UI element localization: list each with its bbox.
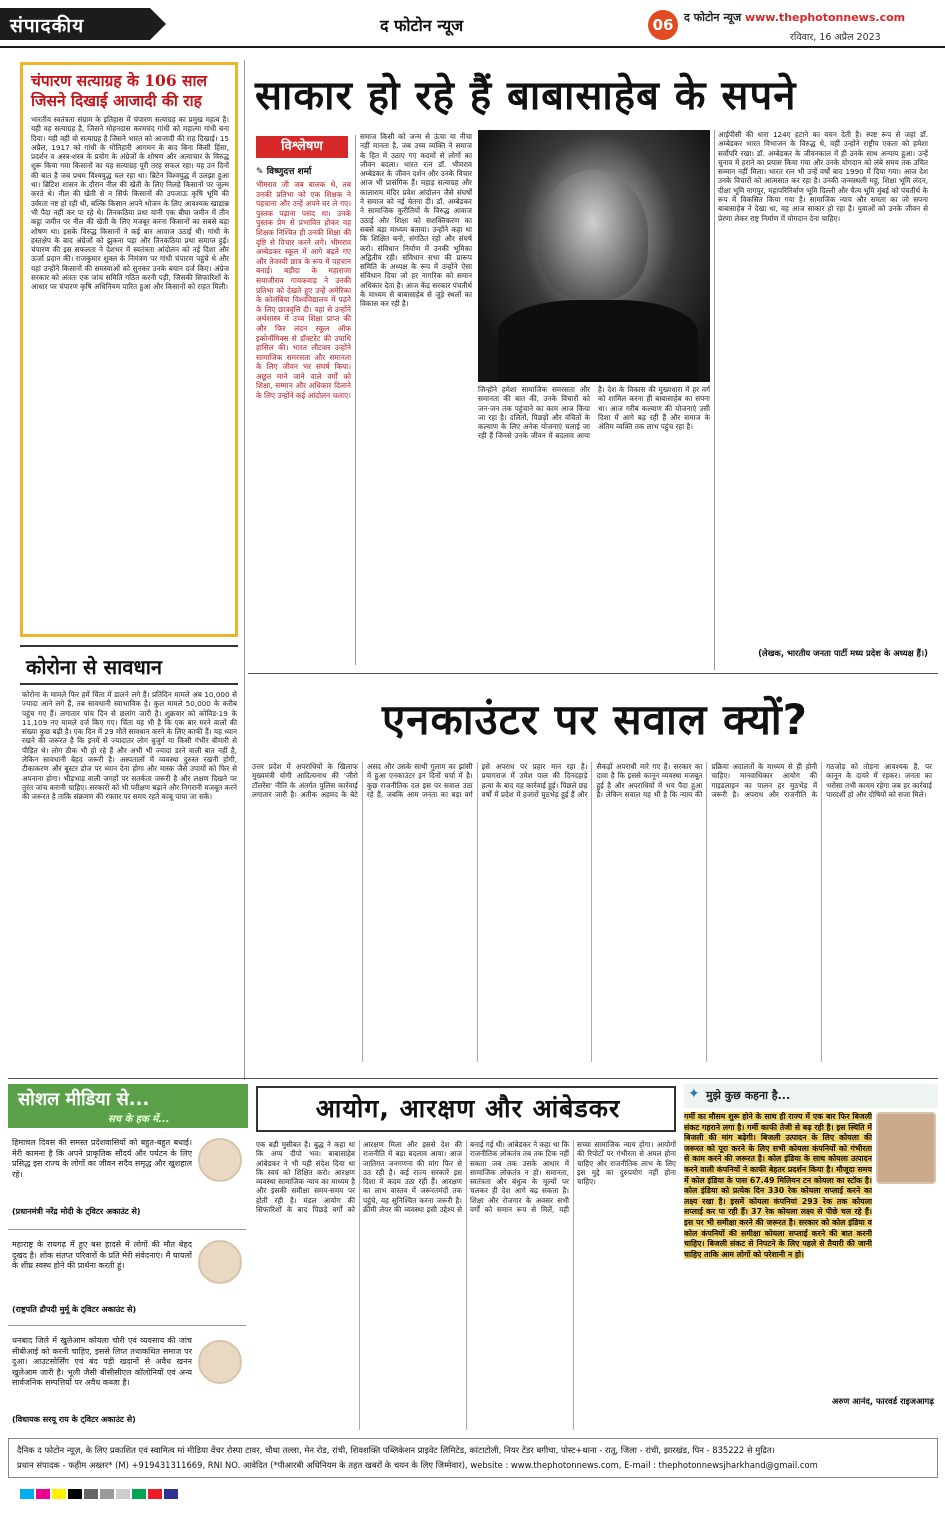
imprint-line-1: दैनिक द फोटोन न्यूज़, के लिए प्रकाशित एवं स्वामित्व मां मीडिया वेंचर रोस्पा टावर, चौथा तल्ला, मेन रोड, रांची, शिवशक्ति पब्लिकेशन प्राइवेट लिमिटेड, कांटाटोली, नियर टेंडर बगीचा, पोस्ट+थाना - रातू, जिला - रांची, झारखंड, पिन - 835222 से मुद्रित। [17, 1445, 775, 1455]
avatar-modi [198, 1138, 242, 1182]
social-post-text: धनबाद जिले में खुलेआम कोयला चोरी एवं व्यवसाय की जांच सीबीआई को करनी चाहिए, इससे लिप्त तथाकथित समाज पर दुआ। आउटसोर्सिंग एवं बंद पड़ी खदानों से अवैध खनन खुलेआम जारी है। भूली जैसी बीसीसीएल कॉलोनियों एवं अन्य सार्वजनिक सम्पत्तियों पर अवैध कब्जा है। [12, 1336, 192, 1387]
social-post-source: (विधायक सरयू राय के ट्विटर अकाउंट से) [12, 1415, 136, 1424]
column-divider [244, 60, 245, 1080]
avatar-saryu-roy [198, 1340, 242, 1384]
babasaheb-col2: समाज किसी को जन्म से ऊंचा या नीचा नहीं मानता है, जब उच्च व्यक्ति ने समाज के हित में उठाए गए कदमों से लोगों का जीवन बदला। भारत रत्न डॉ. भीमराव अम्बेडकर के जीवन दर्शन और उनके विचार आज भी प्रासंगिक हैं। महाड़ सत्याग्रह और कालाराम मंदिर प्रवेश आंदोलन जैसे संघर्षों ने समाज को नई चेतना दी। डॉ. अम्बेडकर ने सामाजिक कुरीतियों के विरुद्ध आवाज उठाई और शिक्षा को सशक्तिकरण का सबसे बड़ा माध्यम बताया। उन्होंने कहा था कि शिक्षित बनो, संगठित रहो और संघर्ष करो। संविधान निर्माण में उनकी भूमिका अद्वितीय रही। संविधान सभा की प्रारूप समिति के अध्यक्ष के रूप में उन्होंने ऐसा संविधान दिया जो हर नागरिक को समान अधिकार देता है। आज केंद्र सरकार पंचतीर्थ के माध्यम से बाबासाहेब से जुड़े स्थलों का विकास कर रही है। [360, 132, 472, 309]
babasaheb-col1: भीमराव जी जब बालक थे, तब उनकी प्रतिभा को एक शिक्षक ने पहचाना और उन्हें अपने घर ले गए। पुस्तक पढ़ाना पसंद था। उनके पुस्तक प्रेम से प्रभावित होकर वह शिक्षक निश्चित ही उनकी शिक्षा की दृष्टि से विचार करने लगे। भीमराव अम्बेडकर स्कूल में आगे बढ़ते गए और तेजस्वी छात्र के रूप में पहचान बनाई। बड़ौदा के महाराजा सयाजीराव गायकवाड़ ने उनकी प्रतिभा को देखते हुए उन्हें अमेरिका के कोलंबिया विश्वविद्यालय में पढ़ने के लिए छात्रवृत्ति दी। वहां से उन्होंने अर्थशास्त्र में उच्च शिक्षा प्राप्त की और फिर लंदन स्कूल ऑफ इकोनॉमिक्स से डॉक्टरेट की उपाधि हासिल की। भारत लौटकर उन्होंने सामाजिक समरसता और समानता के लिए जीवन भर संघर्ष किया। अछूत माने जाने वाले वर्गों को शिक्षा, सम्मान और अधिकार दिलाने के लिए उन्होंने कई आंदोलन चलाए। [256, 180, 351, 401]
pen-icon: ✎ [256, 167, 264, 177]
encounter-body: उत्तर प्रदेश में अपराधियों के खिलाफ मुख्यमंत्री योगी आदित्यनाथ की 'जीरो टॉलरेंस' नीति के अंतर्गत पुलिस कार्रवाई लगातार जारी है। अतीक अहमद के बेटे असद और उसके साथी गुलाम का झांसी में हुआ एनकाउंटर इन दिनों चर्चा में है। कुछ राजनीतिक दल इस पर सवाल उठा रहे हैं, जबकि आम जनता का बड़ा वर्ग इसे अपराध पर प्रहार मान रहा है। प्रयागराज में उमेश पाल की दिनदहाड़े हत्या के बाद यह कार्रवाई हुई। पिछले छह वर्षों में प्रदेश में हजारों मुठभेड़ हुई हैं और सैकड़ों अपराधी मारे गए हैं। सरकार का दावा है कि इससे कानून व्यवस्था मजबूत हुई है और अपराधियों में भय पैदा हुआ है। लेकिन सवाल यह भी है कि न्याय की प्रक्रिया अदालतों के माध्यम से ही होनी चाहिए। मानवाधिकार आयोग की गाइडलाइन का पालन हर मुठभेड़ में जरूरी है। अपराध और राजनीति के गठजोड़ को तोड़ना आवश्यक है, पर कानून के दायरे में रहकर। जनता का भरोसा तभी कायम रहेगा जब हर कार्रवाई पारदर्शी हो और दोषियों को सजा मिले। [252, 762, 932, 799]
section-label: संपादकीय [10, 15, 85, 37]
ambedkar-photo [478, 130, 710, 382]
section-rule [8, 1078, 938, 1079]
corona-title: कोरोना से सावधान [26, 655, 163, 679]
masthead: द फोटोन न्यूज [380, 16, 464, 35]
social-header [8, 1084, 248, 1128]
letter-title: मुझे कुछ कहना है... [706, 1089, 791, 1102]
letter-signature: अरुण आनंद, फारवर्ड राइजआगढ़ [831, 1396, 934, 1406]
babasaheb-col3: जिन्होंने हमेशा सामाजिक समरसता और समानता की बात की, उनके विचारों को जन-जन तक पहुंचाने का काम आज किया जा रहा है। दलितों, पिछड़ों और वंचितों के कल्याण के लिए अनेक योजनाएं चलाई जा रही हैं जिनसे उनके जीवन में बदलाव आया है। देश के विकास की मुख्यधारा में हर वर्ग को शामिल करना ही बाबासाहेब का सपना था। आज गरीब कल्याण की योजनाएं उसी दिशा में आगे बढ़ रही हैं और समाज के अंतिम व्यक्ति तक लाभ पहुंच रहा है। [478, 385, 710, 441]
aayog-body: एक बड़ी मुसीबत है। बुद्ध ने कहा था कि अप्प दीपो भव। बाबासाहेब आंबेडकर ने भी यही संदेश दिया था कि स्वयं को शिक्षित करो। आरक्षण व्यवस्था सामाजिक न्याय का माध्यम है और इसकी समीक्षा समय-समय पर होती रही है। मंडल आयोग की सिफारिशों के बाद पिछड़े वर्गों को आरक्षण मिला और इससे देश की राजनीति में बड़ा बदलाव आया। आज जातिगत जनगणना की मांग फिर से उठ रही है। कई राज्य सरकारें इस दिशा में कदम उठा रही हैं। आरक्षण का लाभ वास्तव में जरूरतमंदों तक पहुंचे, यह सुनिश्चित करना जरूरी है। क्रीमी लेयर की व्यवस्था इसी उद्देश्य से बनाई गई थी। आंबेडकर ने कहा था कि राजनीतिक लोकतंत्र तब तक टिक नहीं सकता जब तक उसके आधार में सामाजिक लोकतंत्र न हो। समानता, स्वतंत्रता और बंधुत्व के मूल्यों पर चलकर ही देश आगे बढ़ सकता है। शिक्षा और रोजगार के अवसर सभी वर्गों को समान रूप से मिलें, यही सच्चा सामाजिक न्याय होगा। आयोगों की रिपोर्टों पर गंभीरता से अमल होना चाहिए और राजनीतिक लाभ के लिए इस मुद्दे का दुरुपयोग नहीं होना चाहिए। [256, 1140, 676, 1215]
social-post [8, 1236, 246, 1326]
portrait-suit [498, 300, 698, 382]
avatar-murmu [198, 1240, 242, 1284]
imprint-footer [8, 1438, 938, 1478]
byline [256, 164, 356, 177]
aayog-headline: आयोग, आरक्षण और आंबेडकर [315, 1094, 621, 1123]
corona-header [20, 645, 238, 685]
header-brand [684, 10, 905, 25]
section-tab [0, 8, 150, 40]
letter-header [684, 1084, 938, 1108]
social-post [8, 1332, 246, 1430]
brand-small: द फोटोन न्यूज [684, 11, 742, 24]
portrait-face [538, 170, 648, 300]
social-post-source: (प्रधानमंत्री नरेंद्र मोदी के ट्विटर अकाउंट से) [12, 1207, 141, 1216]
letter-box [684, 1084, 938, 1432]
byline-name: विष्णुदत्त शर्मा [266, 167, 312, 177]
issue-date: रविवार, 16 अप्रैल 2023 [790, 32, 881, 43]
social-title: सोशल मीडिया से... [18, 1089, 150, 1110]
editorial-body: भारतीय स्वतंत्रता संग्राम के इतिहास में चंपारण सत्याग्रह का प्रमुख महत्व है। यही वह सत्याग्रह है, जिसने मोहनदास करमचंद गांधी को महात्मा गांधी बना दिया। यही वही वो सत्याग्रह है जिसने भारत को आजादी की राह दिखाई। 15 अप्रैल, 1917 को गांधी के मोतिहारी आगमन के बाद बिना किसी हिंसा, प्रदर्शन व अस्त्र-शस्त्र के प्रयोग के अंग्रेजों के शोषण और अत्याचार के विरुद्ध शुरू किया गया किसानों का यह सत्याग्रह पूरी तरह सफल रहा। यह उन दिनों की बात है जब प्रथम विश्वयुद्ध चल रहा था। ब्रिटेन विश्वयुद्ध में उलझा हुआ था। ब्रिटिश शासन के दौरान नील की खेती के लिए निलहे किसानों पर जुल्म करते थे। नील की खेती से न सिर्फ किसानों की उपजाऊ कृषि भूमि की उर्वरता नष्ट हो रही थी, बल्कि किसान अपने भोजन के लिए आवश्यक खाद्यान्न भी पैदा नहीं कर पा रहे थे। तिनकठिया प्रथा यानी एक बीघा जमीन में तीन कट्ठा जमीन पर नील की खेती के लिए मजबूर करना किसानों का सबसे बड़ा शोषण था। इसके विरुद्ध किसानों ने कई बार आवाज उठाई थी। गांधी के हस्तक्षेप के बाद अंग्रेजों को झुकना पड़ा और तिनकठिया प्रथा समाप्त हुई। चंपारण की इस सफलता ने देशभर में स्वतंत्रता आंदोलन को नई दिशा और ऊर्जा प्रदान की। राजकुमार शुक्ल के निमंत्रण पर गांधी चंपारण पहुंचे थे और यहां उन्होंने किसानों की समस्याओं को सुनकर उनके बयान दर्ज किए। अंग्रेज सरकार को अंततः एक जांच समिति गठित करनी पड़ी, जिसकी सिफारिशों के आधार पर चंपारण कृषि अधिनियम पारित हुआ और किसानों को राहत मिली। [31, 115, 229, 292]
registration-strip [20, 1484, 930, 1496]
social-post-source: (राष्ट्रपति द्रौपदी मुर्मू के ट्विटर अकाउंट से) [12, 1305, 137, 1314]
editorial-title: चंपारण सत्याग्रह के 106 साल जिसने दिखाई आजादी की राह [31, 71, 208, 110]
social-media-box [8, 1084, 248, 1432]
letter-body-text: गर्मी का मौसम शुरू होने के साथ ही राज्य में एक बार फिर बिजली संकट गहराने लगा है। गर्मी काफी तेजी से बढ़ रही है। इस स्थिति में बिजली की मांग बढ़ेगी। बिजली उत्पादन के लिए कोयला की जरूरत को पूरा करने के लिए सभी कोयला कंपनियों को गंभीरता से काम करने की जरूरत है। कोल इंडिया के साथ कोयला उत्पादन करने वाली कंपनियों ने काफी बेहतर प्रदर्शन किया है। मौजूदा समय में कोल इंडिया के पास 67.49 मिलियन टन कोयला का स्टॉक है। कोल इंडिया को प्रत्येक दिन 330 रेक कोयला सप्लाई करने का लक्ष्य रखा है। इसमें कोयला कंपनियां 293 रेक तक कोयला सप्लाई कर पा रही हैं। 37 रेक कोयला लक्ष्य से पीछे चल रहे हैं। इस पर भी समीक्षा करने की जरूरत है। सरकार को कोल इंडिया व कोल कंपनियों की समीक्षा कोयला सप्लाई करने की बात करनी चाहिए। बिजली संकट से निपटने के लिए पहले से तैयारी की जानी चाहिए ताकि आम लोगों को परेशानी न हो। [684, 1112, 872, 1259]
social-post [8, 1134, 246, 1230]
babasaheb-col4: आईपीसी की धारा 124ए हटाने का वचन देती है। स्पष्ट रूप से जहां डॉ. अम्बेडकर भारत विभाजन के विरुद्ध थे, वहीं उन्होंने राष्ट्रीय एकता को हमेशा सर्वोपरि रखा। डॉ. अम्बेडकर के जीवनकाल में ही उनके साथ अन्याय हुआ। उन्हें चुनाव में हराने का प्रयास किया गया और उनके योगदान को लंबे समय तक उचित सम्मान नहीं मिला। भारत रत्न भी उन्हें वर्षों बाद 1990 में दिया गया। आज देश उनके विचारों को आत्मसात कर रहा है। उनकी जन्मस्थली महू, शिक्षा भूमि लंदन, दीक्षा भूमि नागपुर, महापरिनिर्वाण भूमि दिल्ली और चैत्य भूमि मुंबई को पंचतीर्थ के रूप में विकसित किया गया है। सामाजिक न्याय और समता का जो सपना बाबासाहेब ने देखा था, वह आज साकार हो रहा है। युवाओं को उनके जीवन से प्रेरणा लेकर राष्ट्र निर्माण में योगदान देना चाहिए। [718, 130, 928, 223]
author-note: (लेखक, भारतीय जनता पार्टी मध्य प्रदेश के अध्यक्ष हैं।) [758, 648, 928, 658]
col-rule [355, 135, 356, 665]
letter-body [684, 1112, 872, 1392]
header-website-link[interactable]: www.thephotonnews.com [744, 11, 906, 24]
editorial-box [20, 62, 238, 637]
header-rule [0, 46, 945, 48]
letter-writer-photo [876, 1112, 936, 1184]
social-post-text: हिमाचल दिवस की समस्त प्रदेशवासियों को बहुत-बहुत बधाई। मेरी कामना है कि अपने प्राकृतिक सौंदर्य और पर्यटन के लिए प्रसिद्ध इस राज्य के लोगों का जीवन सदैव समृद्ध और खुशहाल रहे। [12, 1138, 192, 1179]
imprint-line-2: प्रधान संपादक - फहीम अख्तर* (M) +919431311669, RNI NO. आवेदित (*पीआरबी अधिनियम के तहत खबरों के चयन के लिए जिम्मेवार), website : www.thephotonnews.com, E-mail : thephotonnewsjharkhand@gmail.com [17, 1460, 818, 1470]
page-number-badge: 06 [648, 10, 678, 40]
section-rule [248, 673, 938, 674]
encounter-headline: एनकाउंटर पर सवाल क्यों? [381, 695, 809, 744]
sparkle-icon: ✦ [688, 1086, 700, 1102]
aayog-header [256, 1086, 676, 1132]
social-subtitle: सच के हक में... [108, 1114, 170, 1125]
social-post-text: महाराष्ट्र के रायगढ़ में हुए बस हादसे में लोगों की मौत बेहद दुखद है। शोक संतप्त परिवारों के प्रति मेरी संवेदनाएं। मैं घायलों के शीघ्र स्वस्थ होने की प्रार्थना करती हूं। [12, 1240, 192, 1270]
col-rule [714, 130, 715, 670]
analysis-tag: विश्लेषण [256, 136, 348, 158]
babasaheb-headline: साकार हो रहे हैं बाबासाहेब के सपने [255, 73, 797, 119]
corona-body: कोरोना के मामले फिर हमें चिंता में डालने लगे हैं। प्रतिदिन मामले अब 10,000 से ज्यादा आने लगे हैं, तब सावधानी स्वाभाविक है। कुल मामले 50,000 के करीब पहुंच गए हैं। लगातार पांच दिन से छलांग जारी है। शुक्रवार को कोविड-19 के 11,109 नए मामले दर्ज किए गए। चिंता यह भी है कि एक बार मरने वालों की संख्या कुछ बढ़ी है। एक दिन में 29 मौतें सावधान करने के लिए काफी हैं। यह ध्यान रखने की जरूरत है कि इनमें से ज्यादातर लोग बुजुर्ग या किसी गंभीर बीमारी से पीड़ित थे। लोग ठीक भी हो रहे हैं और अभी भी ज्यादा डरने वाली बात नहीं है, लेकिन सावधानी बेहद जरूरी है। अस्पतालों में व्यवस्था दुरुस्त रखनी होगी, टीकाकरण और बूस्टर डोज पर ध्यान देना होगा और मास्क जैसे उपायों को फिर से अपनाना होगा। भीड़भाड़ वाली जगहों पर सतर्कता जरूरी है और लक्षण दिखने पर तुरंत जांच करानी चाहिए। सरकारों को भी परीक्षण बढ़ाने और निगरानी मजबूत करने की जरूरत है ताकि संक्रमण की रफ्तार पर समय रहते काबू पाया जा सके। [22, 690, 237, 802]
